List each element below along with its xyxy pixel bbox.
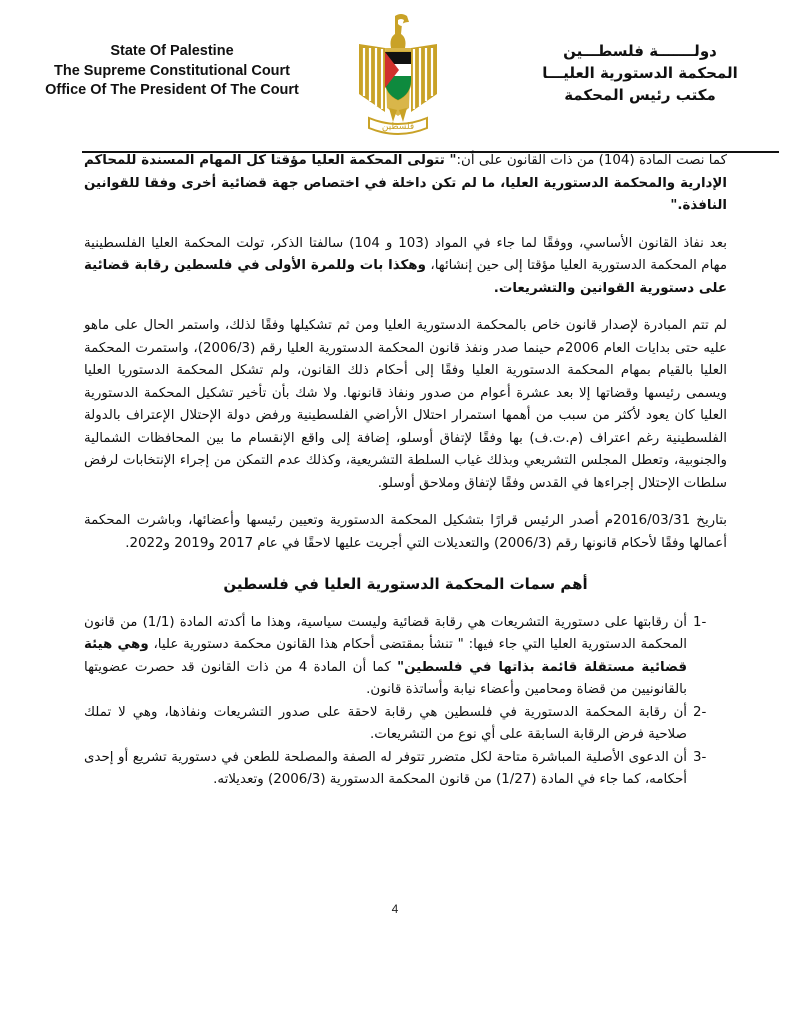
list-text: أن رقابة المحكمة الدستورية في فلسطين هي رقابة لاحقة على صدور التشريعات ونفاذها، وهي لا تملك صلاحية فرض الرقابة السابقة على أي نوع من التشريعات.	[84, 704, 687, 742]
letterhead-english	[22, 42, 322, 101]
list-text-bold: وهي هيئة قضائية مستقلة قائمة بذاتها في فلسطين"	[84, 637, 687, 675]
court-name-en: The Supreme Constitutional Court	[53, 62, 291, 79]
section-heading: أهم سمات المحكمة الدستورية العليا في فلسطين	[223, 575, 588, 593]
emphasis-text: وهكذا بات وللمرة الأولى في فلسطين رقابة قضائية على دستورية القوانين والتشريعات.	[84, 258, 727, 296]
list-text: أن رقابتها على دستورية التشريعات هي رقابة قضائية وليست سياسية، وهذا ما أكدته المادة (1/1) من قانون المحكمة الدستورية العليا التي جاء فيها: " تنشأ بمقتضى أحكام هذا القانون محكمة دستورية عليا،	[84, 614, 688, 652]
paragraph-article-104	[84, 150, 727, 218]
list-number: 1-	[693, 614, 707, 630]
quoted-article-text: " تتولى المحكمة العليا مؤقتا كل المهام المسندة للمحاكم الإدارية والمحكمة الدستورية العليا، ما لم تكن داخلة في اختصاص جهة قضائية أخرى وفقا للقوانين النافذة."	[84, 153, 727, 213]
letterhead	[0, 0, 791, 150]
office-name-ar: مكتب رئيس المحكمة	[564, 86, 716, 104]
paragraph-basic-law	[84, 233, 727, 301]
list-item	[84, 702, 727, 747]
document-body	[84, 150, 727, 792]
list-item	[84, 747, 727, 792]
paragraph-text: بعد نفاذ القانون الأساسي، ووفقًا لما جاء في المواد (103 و 104) سالفتا الذكر، تولت المحكمة العليا الفلسطينية مهام المحكمة الدستورية العليا مؤقتا إلى حين إنشائها،	[84, 235, 727, 273]
page-number: 4	[391, 902, 399, 916]
paragraph-court-formation: بتاريخ 2016/03/31م أصدر الرئيس قرارًا بتشكيل المحكمة الدستورية وتعيين رئيسها وأعضائها، وباشرت المحكمة أعمالها وفقًا لأحكام قانونها رقم (2006/3) والتعديلات التي أجريت عليها لاحقًا في عام 2017 و2019 و2022.	[84, 513, 727, 551]
list-item	[84, 612, 727, 702]
emblem-caption: فلسطين	[381, 122, 415, 132]
list-text: أن الدعوى الأصلية المباشرة متاحة لكل متضرر تتوفر له الصفة والمصلحة للطعن في دستورية تشريع أو إحدى أحكامه، كما جاء في المادة (1/27) من قانون المحكمة الدستورية (2006/3) وتعديلاته.	[84, 749, 687, 787]
state-name-ar: دولـــــــة فلسطـــين	[563, 42, 717, 60]
letterhead-arabic	[540, 40, 740, 106]
court-name-ar: المحكمة الدستورية العليـــا	[542, 64, 738, 82]
office-name-en: Office Of The President Of The Court	[45, 82, 299, 98]
paragraph-court-history: لم تتم المبادرة لإصدار قانون خاص بالمحكمة الدستورية العليا ومن ثم تشكيلها وفقًا لذلك، واستمر الحال على ماهو عليه حتى بدايات العام 2006م حينما صدر ونفذ قانون المحكمة الدستورية العليا رقم (2006/3)، واستمرت المحكمة العليا بالقيام بمهام المحكمة الدستورية العليا وفقًا إلى أحكام ذلك القانون، ولم تشكل المحكمة الدستوريا العليا ويسمى رئيسها وقضاتها إلا بعد عشرة أعوام من صدور ونفاذ قانونها. ولا شك بأن تأخير تشكيل المحكمة الدستورية العليا كان يعود لأكثر من سبب من أهمها استمرار احتلال الأراضي الفلسطينية ورفض دولة الإحتلال الإعتراف بالدولة الفلسطينية رغم اعتراف (م.ت.ف) بها وفقًا لإتفاق أوسلو، إضافة إلى واقع الإنقسام ما بين المحافظات الشمالية والجنوبية، وتعطل المجلس التشريعي وبذلك غياب السلطة التشريعية، وكذلك عدم التمكن من إجراء الإنتخابات لرفض سلطات الإحتلال إجراءها في القدس وفقًا لإتفاق وملاحق أوسلو.	[84, 318, 727, 491]
paragraph-text: كما نصت المادة (104) من ذات القانون على أن:	[456, 153, 727, 168]
state-name-en: State Of Palestine	[110, 43, 234, 59]
list-text: كما أن المادة 4 من ذات القانون قد حصرت عضويتها بالقانونيين من قضاة ومحامين وأعضاء نيابة وأساتذة قانون.	[84, 659, 687, 697]
features-list	[84, 612, 727, 792]
list-number: 2-	[693, 704, 707, 720]
palestine-eagle-emblem-icon	[355, 8, 441, 138]
list-number: 3-	[693, 749, 707, 765]
